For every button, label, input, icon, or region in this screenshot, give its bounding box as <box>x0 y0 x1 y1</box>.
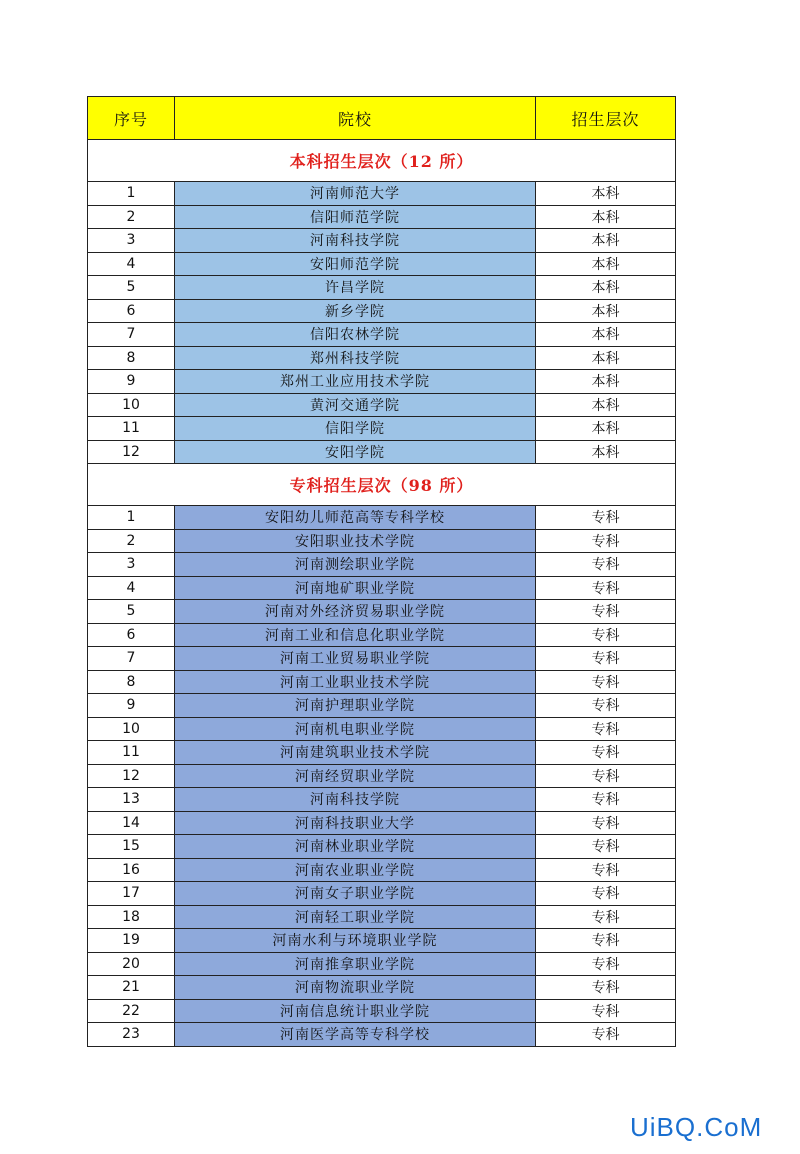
row-number: 21 <box>88 976 175 1000</box>
school-name: 河南经贸职业学院 <box>175 764 536 788</box>
table-row <box>88 252 676 276</box>
row-number: 8 <box>88 670 175 694</box>
enrollment-level: 专科 <box>536 647 676 671</box>
enrollment-level: 专科 <box>536 764 676 788</box>
row-number: 9 <box>88 370 175 394</box>
header-row <box>88 97 676 140</box>
row-number: 23 <box>88 1023 175 1047</box>
row-number: 10 <box>88 717 175 741</box>
enrollment-level: 专科 <box>536 788 676 812</box>
table-row <box>88 929 676 953</box>
row-number: 9 <box>88 694 175 718</box>
school-name: 河南护理职业学院 <box>175 694 536 718</box>
enrollment-level: 专科 <box>536 529 676 553</box>
table-row <box>88 835 676 859</box>
school-name: 河南地矿职业学院 <box>175 576 536 600</box>
school-name: 河南工业职业技术学院 <box>175 670 536 694</box>
enrollment-level: 专科 <box>536 717 676 741</box>
table-row <box>88 670 676 694</box>
row-number: 19 <box>88 929 175 953</box>
table-row <box>88 576 676 600</box>
school-name: 河南科技职业大学 <box>175 811 536 835</box>
row-number: 2 <box>88 205 175 229</box>
table-row <box>88 952 676 976</box>
school-name: 郑州工业应用技术学院 <box>175 370 536 394</box>
school-name: 河南医学高等专科学校 <box>175 1023 536 1047</box>
school-name: 安阳职业技术学院 <box>175 529 536 553</box>
school-name: 新乡学院 <box>175 299 536 323</box>
school-name: 安阳幼儿师范高等专科学校 <box>175 506 536 530</box>
table-row <box>88 694 676 718</box>
enrollment-level: 本科 <box>536 276 676 300</box>
table-row <box>88 976 676 1000</box>
table-row <box>88 346 676 370</box>
table-row <box>88 529 676 553</box>
enrollment-level: 本科 <box>536 299 676 323</box>
table-row <box>88 370 676 394</box>
table-row <box>88 741 676 765</box>
enrollment-level: 专科 <box>536 835 676 859</box>
school-name: 许昌学院 <box>175 276 536 300</box>
school-name: 黄河交通学院 <box>175 393 536 417</box>
table-row <box>88 229 676 253</box>
school-name: 河南女子职业学院 <box>175 882 536 906</box>
school-name: 河南测绘职业学院 <box>175 553 536 577</box>
school-name: 河南农业职业学院 <box>175 858 536 882</box>
school-name: 安阳学院 <box>175 440 536 464</box>
table-row <box>88 905 676 929</box>
school-name: 信阳农林学院 <box>175 323 536 347</box>
enrollment-level: 专科 <box>536 506 676 530</box>
enrollment-level: 本科 <box>536 229 676 253</box>
enrollment-level: 专科 <box>536 600 676 624</box>
row-number: 4 <box>88 252 175 276</box>
row-number: 13 <box>88 788 175 812</box>
row-number: 7 <box>88 323 175 347</box>
school-name: 河南推拿职业学院 <box>175 952 536 976</box>
school-name: 河南建筑职业技术学院 <box>175 741 536 765</box>
row-number: 6 <box>88 299 175 323</box>
table-row <box>88 506 676 530</box>
table-row <box>88 393 676 417</box>
row-number: 6 <box>88 623 175 647</box>
table-row <box>88 999 676 1023</box>
enrollment-level: 专科 <box>536 694 676 718</box>
enrollment-level: 专科 <box>536 905 676 929</box>
enrollment-level: 专科 <box>536 929 676 953</box>
table-row <box>88 788 676 812</box>
row-number: 3 <box>88 553 175 577</box>
enrollment-level: 专科 <box>536 811 676 835</box>
school-name: 河南科技学院 <box>175 229 536 253</box>
row-number: 3 <box>88 229 175 253</box>
table-row <box>88 882 676 906</box>
enrollment-level: 本科 <box>536 252 676 276</box>
school-name: 安阳师范学院 <box>175 252 536 276</box>
school-name: 河南工业和信息化职业学院 <box>175 623 536 647</box>
enrollment-level: 本科 <box>536 346 676 370</box>
table-row <box>88 811 676 835</box>
table-row <box>88 647 676 671</box>
row-number: 5 <box>88 276 175 300</box>
row-number: 5 <box>88 600 175 624</box>
row-number: 12 <box>88 440 175 464</box>
school-name: 河南师范大学 <box>175 182 536 206</box>
watermark-logo: UiBQ.CoM <box>630 1112 763 1142</box>
enrollment-level: 专科 <box>536 670 676 694</box>
table-row <box>88 299 676 323</box>
school-name: 河南机电职业学院 <box>175 717 536 741</box>
table-row <box>88 717 676 741</box>
row-number: 8 <box>88 346 175 370</box>
row-number: 2 <box>88 529 175 553</box>
row-number: 7 <box>88 647 175 671</box>
section-title-row <box>88 140 676 182</box>
enrollment-level: 专科 <box>536 999 676 1023</box>
table-row <box>88 764 676 788</box>
table-row <box>88 600 676 624</box>
enrollment-level: 专科 <box>536 882 676 906</box>
row-number: 12 <box>88 764 175 788</box>
enrollment-level: 本科 <box>536 417 676 441</box>
table-row <box>88 553 676 577</box>
school-name: 河南水利与环境职业学院 <box>175 929 536 953</box>
row-number: 18 <box>88 905 175 929</box>
enrollment-level: 专科 <box>536 553 676 577</box>
row-number: 10 <box>88 393 175 417</box>
table-row <box>88 276 676 300</box>
schools-table <box>87 96 676 1047</box>
row-number: 4 <box>88 576 175 600</box>
header-level: 招生层次 <box>536 97 676 140</box>
row-number: 17 <box>88 882 175 906</box>
enrollment-level: 本科 <box>536 182 676 206</box>
enrollment-level: 专科 <box>536 741 676 765</box>
enrollment-level: 本科 <box>536 370 676 394</box>
enrollment-level: 专科 <box>536 858 676 882</box>
enrollment-level: 本科 <box>536 393 676 417</box>
enrollment-level: 专科 <box>536 1023 676 1047</box>
school-name: 信阳师范学院 <box>175 205 536 229</box>
enrollment-level: 专科 <box>536 952 676 976</box>
row-number: 22 <box>88 999 175 1023</box>
enrollment-level: 专科 <box>536 623 676 647</box>
vocational-section-title: 专科招生层次（98 所） <box>88 464 676 506</box>
enrollment-level: 专科 <box>536 976 676 1000</box>
enrollment-level: 本科 <box>536 205 676 229</box>
school-name: 河南对外经济贸易职业学院 <box>175 600 536 624</box>
school-name: 河南工业贸易职业学院 <box>175 647 536 671</box>
enrollment-level: 本科 <box>536 440 676 464</box>
school-name: 河南信息统计职业学院 <box>175 999 536 1023</box>
table-row <box>88 440 676 464</box>
table-row <box>88 323 676 347</box>
row-number: 1 <box>88 506 175 530</box>
school-name: 信阳学院 <box>175 417 536 441</box>
section-title-row <box>88 464 676 506</box>
school-name: 郑州科技学院 <box>175 346 536 370</box>
table-row <box>88 417 676 441</box>
row-number: 14 <box>88 811 175 835</box>
row-number: 1 <box>88 182 175 206</box>
row-number: 11 <box>88 741 175 765</box>
school-name: 河南林业职业学院 <box>175 835 536 859</box>
row-number: 11 <box>88 417 175 441</box>
row-number: 16 <box>88 858 175 882</box>
header-school: 院校 <box>175 97 536 140</box>
enrollment-level: 本科 <box>536 323 676 347</box>
school-name: 河南物流职业学院 <box>175 976 536 1000</box>
undergraduate-section <box>88 140 676 464</box>
header-num: 序号 <box>88 97 175 140</box>
vocational-section <box>88 464 676 1047</box>
table-row <box>88 1023 676 1047</box>
table-row <box>88 623 676 647</box>
school-name: 河南轻工职业学院 <box>175 905 536 929</box>
row-number: 20 <box>88 952 175 976</box>
table-row <box>88 182 676 206</box>
school-name: 河南科技学院 <box>175 788 536 812</box>
row-number: 15 <box>88 835 175 859</box>
enrollment-level: 专科 <box>536 576 676 600</box>
table-row <box>88 205 676 229</box>
table-row <box>88 858 676 882</box>
undergraduate-section-title: 本科招生层次（12 所） <box>88 140 676 182</box>
